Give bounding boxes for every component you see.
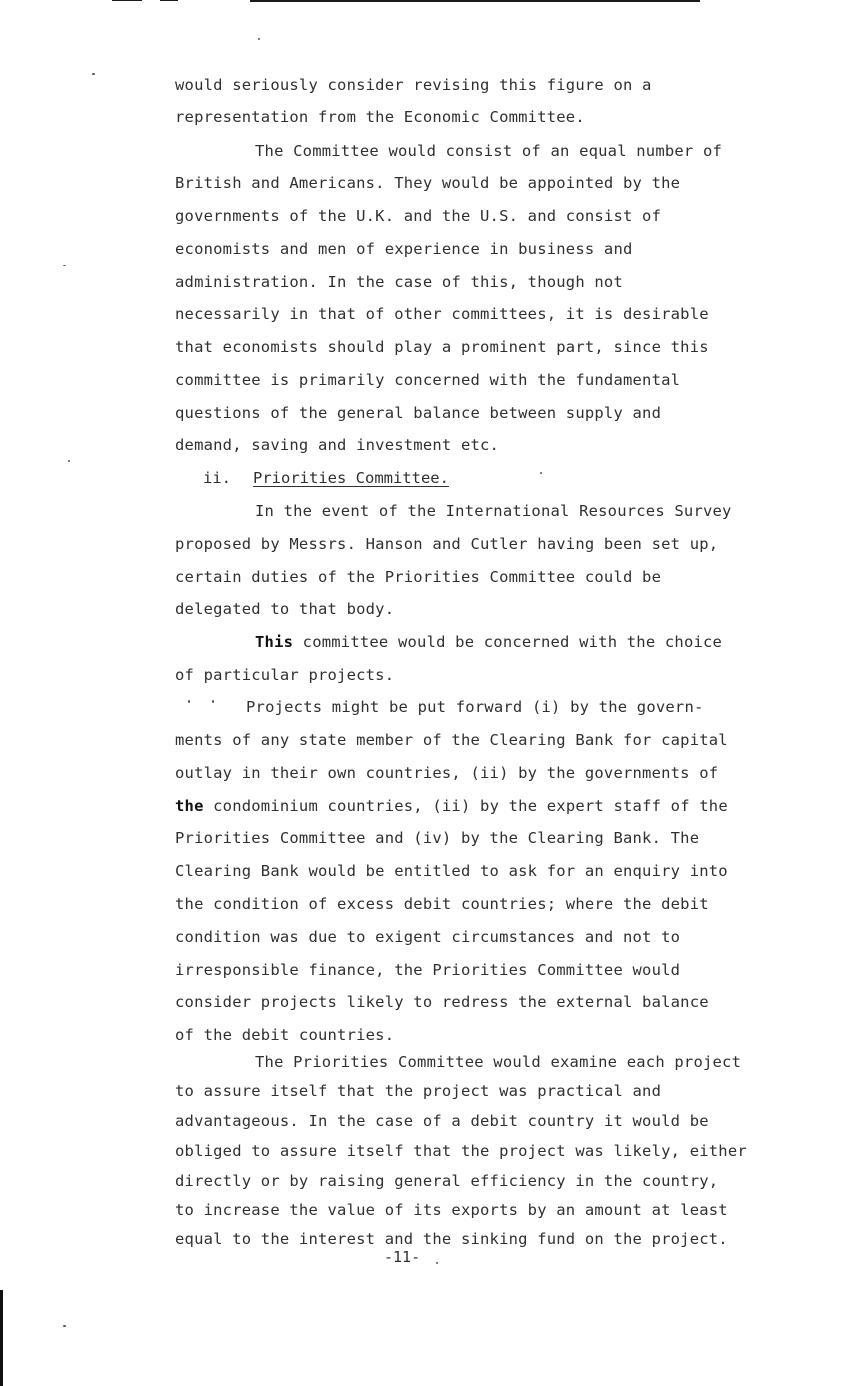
top-edge-rule bbox=[250, 0, 700, 2]
top-edge-mark-mid bbox=[160, 0, 178, 1]
top-edge-mark-left bbox=[112, 0, 142, 1]
scan-speck bbox=[68, 460, 70, 462]
text-line: administration. In the case of this, though not bbox=[175, 273, 623, 291]
section-number: ii. bbox=[203, 469, 231, 487]
text-line: the condition of excess debit countries; where the debit bbox=[175, 895, 709, 913]
text-line: that economists should play a prominent part, since this bbox=[175, 338, 709, 356]
text-line bbox=[175, 797, 728, 815]
scan-speck bbox=[212, 700, 214, 703]
text-line: advantageous. In the case of a debit country it would be bbox=[175, 1112, 709, 1130]
text-span: committee would be concerned with the choice bbox=[293, 633, 723, 651]
text-line: irresponsible finance, the Priorities Committee would bbox=[175, 961, 681, 979]
text-line: ments of any state member of the Clearing Bank for capital bbox=[175, 731, 728, 749]
scan-margin-bar bbox=[0, 1290, 3, 1386]
scan-speck bbox=[436, 1262, 438, 1264]
text-line: of the debit countries. bbox=[175, 1026, 395, 1044]
text-line: Priorities Committee and (iv) by the Clearing Bank. The bbox=[175, 829, 700, 847]
scan-speck bbox=[63, 1325, 66, 1327]
text-line: questions of the general balance between supply and bbox=[175, 404, 662, 422]
text-span: condominium countries, (ii) by the expert staff of the bbox=[203, 797, 728, 815]
text-line: economists and men of experience in business and bbox=[175, 240, 633, 258]
scan-speck bbox=[92, 73, 95, 75]
text-line: of particular projects. bbox=[175, 666, 395, 684]
scan-speck bbox=[258, 38, 260, 40]
section-title: Priorities Committee. bbox=[253, 469, 449, 487]
text-line: representation from the Economic Committee. bbox=[175, 108, 585, 126]
text-line: The Priorities Committee would examine each project bbox=[255, 1053, 742, 1071]
text-line: proposed by Messrs. Hanson and Cutler having been set up, bbox=[175, 535, 719, 553]
text-line: committee is primarily concerned with the fundamental bbox=[175, 371, 681, 389]
text-line: to assure itself that the project was practical and bbox=[175, 1082, 662, 1100]
text-line: outlay in their own countries, (ii) by the governments of bbox=[175, 764, 719, 782]
bold-word: the bbox=[175, 797, 204, 815]
text-line: The Committee would consist of an equal number of bbox=[255, 142, 723, 160]
text-line: obliged to assure itself that the project was likely, either bbox=[175, 1142, 747, 1160]
scan-speck bbox=[540, 472, 542, 474]
text-line bbox=[255, 633, 722, 651]
scan-speck bbox=[63, 265, 66, 266]
text-line: governments of the U.K. and the U.S. and consist of bbox=[175, 207, 662, 225]
text-line: consider projects likely to redress the external balance bbox=[175, 993, 709, 1011]
text-line: demand, saving and investment etc. bbox=[175, 436, 500, 454]
bold-word: This bbox=[255, 633, 294, 651]
text-line: to increase the value of its exports by an amount at least bbox=[175, 1201, 728, 1219]
text-line: Projects might be put forward (i) by the govern- bbox=[246, 698, 704, 716]
text-line: condition was due to exigent circumstances and not to bbox=[175, 928, 681, 946]
page-number: -11- bbox=[384, 1248, 421, 1266]
text-line: necessarily in that of other committees, it is desirable bbox=[175, 305, 709, 323]
text-line: would seriously consider revising this figure on a bbox=[175, 76, 652, 94]
text-line: equal to the interest and the sinking fund on the project. bbox=[175, 1230, 728, 1248]
text-line: directly or by raising general efficiency in the country, bbox=[175, 1172, 719, 1190]
text-line: Clearing Bank would be entitled to ask for an enquiry into bbox=[175, 862, 728, 880]
text-line: delegated to that body. bbox=[175, 600, 395, 618]
scan-speck bbox=[188, 700, 190, 703]
text-line: British and Americans. They would be appointed by the bbox=[175, 174, 681, 192]
text-line: certain duties of the Priorities Committee could be bbox=[175, 568, 662, 586]
text-line: In the event of the International Resources Survey bbox=[255, 502, 732, 520]
